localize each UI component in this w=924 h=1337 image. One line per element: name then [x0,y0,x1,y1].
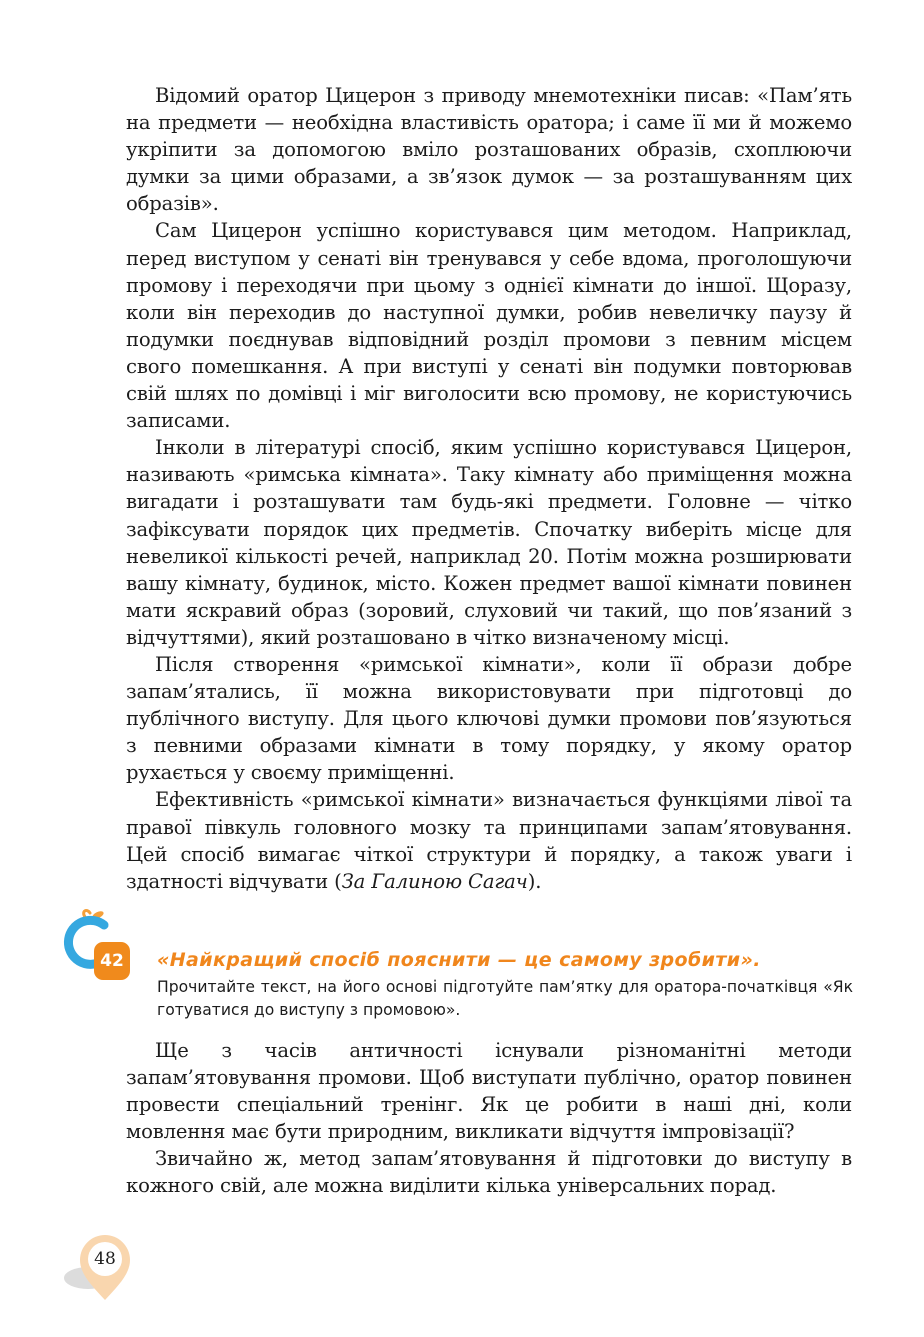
source-attribution: За Галиною Сагач [341,869,528,893]
task-instruction: Прочитайте текст, на його основі підготуйте пам’ятку для оратора-початківця «Як готуватися до виступу з промовою». [157,978,853,1019]
paragraph-cicero-quote: Відомий оратор Цицерон з приводу мнемотехніки писав: «Пам’ять на предмети — необхідна властивість оратора; і саме її ми й можемо укріпити за допомогою вміло розташованих образів, схоплюючи думки за цими образами, а зв’язок думок — за розташуванням цих образів». [126,84,852,216]
main-text-bottom [126,1037,852,1200]
paragraph-universal-tips: Звичайно ж, метод запам’ятовування й підготовки до виступу в кожного свій, але можна виділити кілька універсальних порад. [126,1147,852,1198]
paragraph-effectiveness [126,786,852,894]
paragraph-cicero-method: Сам Цицерон успішно користувався цим методом. Наприклад, перед виступом у сенаті він тренувався у себе вдома, проголошуючи промову і переходячи при цьому з однієї кімнати до іншої. Щоразу, коли він переходив до наступної думки, робив невеличку паузу й подумки поєднував відповідний розділ промови з певним місцем свого помешкання. А при виступі у сенаті він подумки повторював свій шлях по домівці і міг виголосити всю промову, не користуючись записами. [126,219,852,433]
paragraph-antiquity-methods: Ще з часів античності існували різноманітні методи запам’ятовування промови. Щоб виступати публічно, оратор повинен провести спеціальний тренінг. Як це робити в наші дні, коли мовлення має бути природним, викликати відчуття імпровізації? [126,1039,852,1144]
paragraph-roman-room-usage: Після створення «римської кімнати», коли її образи добре запам’ятались, її можна використовувати при підготовці до публічного виступу. Для цього ключові думки промови пов’язуються з певними образами кімнати в тому порядку, у якому оратор рухається у своєму приміщенні. [126,652,852,785]
task-number-badge: 42 [94,942,130,980]
paragraph-roman-room: Інколи в літературі спосіб, яким успішно користувався Цицерон, називають «римська кімната». Таку кімнату або приміщення можна вигадати і розташувати там будь-які предмети. Головне — чітко зафіксувати порядок цих предметів. Спочатку виберіть місце для невеликої кількості речей, наприклад 20. Потім можна розширювати вашу кімнату, будинок, місто. Кожен предмет вашої кімнати повинен мати яскравий образ (зоровий, слуховий чи такий, що пов’язаний з відчуттями), який розташовано в чітко визначеному місці. [126,436,852,649]
page-number: 48 [94,1249,116,1269]
closing-punctuation: ). [527,869,542,893]
effectiveness-text: Ефективність «римської кімнати» визначається функціями лівої та правої півкуль головного мозку та принципами запам’ятовування. Цей спосіб вимагає чіткої структури й порядку, а також уваги і здатності відчувати ( [126,788,852,893]
main-text-top [126,82,852,895]
task-title: «Найкращий спосіб пояснити — це самому зробити». [157,949,761,971]
